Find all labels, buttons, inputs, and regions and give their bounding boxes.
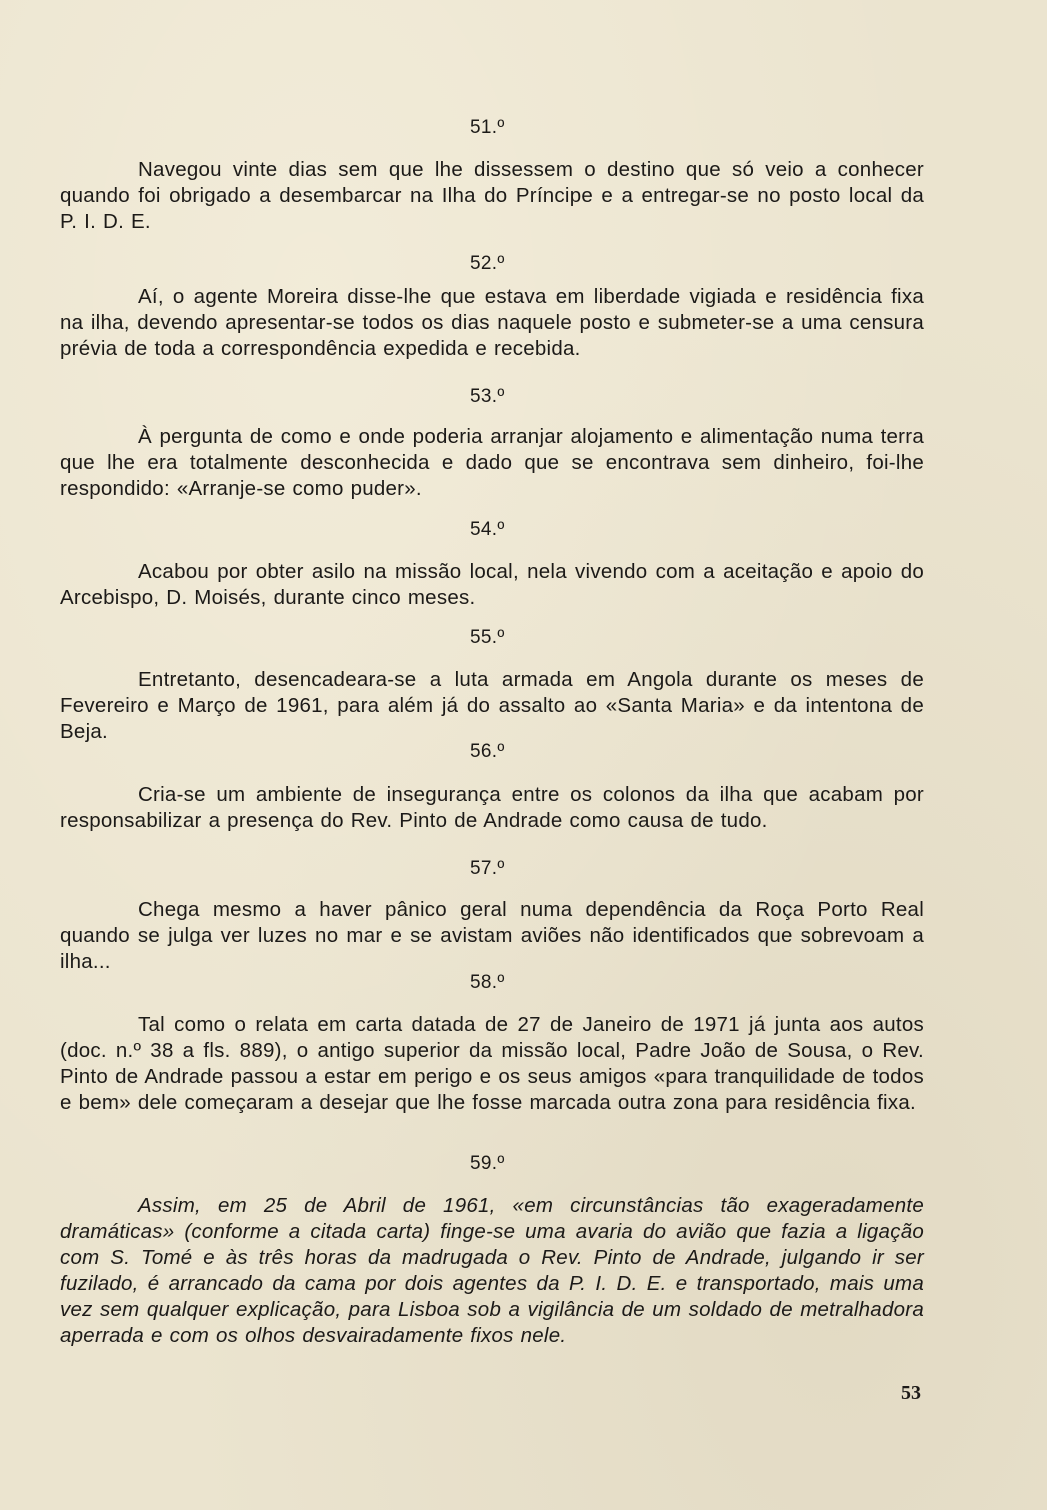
- paragraph-number-51: 51.º: [470, 117, 505, 138]
- paragraph-number-53: 53.º: [470, 386, 505, 407]
- paragraph-number-56: 56.º: [470, 741, 505, 762]
- paragraph-52: Aí, o agente Moreira disse-lhe que estava em liberdade vigiada e residência fixa na ilha, devendo apresentar-se todos os dias naquele posto e submeter-se a uma censura prévia de toda a correspondência expedida e recebida.: [60, 285, 924, 360]
- paragraph-53: À pergunta de como e onde poderia arranjar alojamento e alimentação numa terra que lhe era totalmente desconhecida e dado que se encontrava sem dinheiro, foi-lhe respondido: «Arranje-se como puder».: [60, 425, 924, 500]
- paragraph-55: Entretanto, desencadeara-se a luta armada em Angola durante os meses de Fevereiro e Março de 1961, para além já do assalto ao «Santa Maria» e da intentona de Beja.: [60, 668, 924, 743]
- paragraph-number-55: 55.º: [470, 627, 505, 648]
- paragraph-57: Chega mesmo a haver pânico geral numa dependência da Roça Porto Real quando se julga ver luzes no mar e se avistam aviões não identificados que sobrevoam a ilha...: [60, 898, 924, 973]
- paragraph-number-52: 52.º: [470, 253, 505, 274]
- page-number: 53: [901, 1382, 921, 1404]
- paragraph-54: Acabou por obter asilo na missão local, nela vivendo com a aceitação e apoio do Arcebispo, D. Moisés, durante cinco meses.: [60, 560, 924, 609]
- paragraph-number-58: 58.º: [470, 972, 505, 993]
- paragraph-59: Assim, em 25 de Abril de 1961, «em circunstâncias tão exageradamente dramáticas» (conforme a citada carta) finge-se uma avaria do avião que fazia a ligação com S. Tomé e às três horas da madrugada o Rev. Pinto de Andrade, julgando ir ser fuzilado, é arrancado da cama por dois agentes da P. I. D. E. e transportado, mais uma vez sem qualquer explicação, para Lisboa sob a vigilância de um soldado de metralhadora aperrada e com os olhos desvairadamente fixos nele.: [60, 1194, 924, 1347]
- paragraph-58: Tal como o relata em carta datada de 27 de Janeiro de 1971 já junta aos autos (doc. n.º 38 a fls. 889), o antigo superior da missão local, Padre João de Sousa, o Rev. Pinto de Andrade passou a estar em perigo e os seus amigos «para tranquilidade de todos e bem» dele começaram a desejar que lhe fosse marcada outra zona para residência fixa.: [60, 1013, 924, 1114]
- paragraph-number-59: 59.º: [470, 1153, 505, 1174]
- paragraph-number-57: 57.º: [470, 858, 505, 879]
- paragraph-51: Navegou vinte dias sem que lhe dissessem o destino que só veio a conhecer quando foi obrigado a desembarcar na Ilha do Príncipe e a entregar-se no posto local da P. I. D. E.: [60, 158, 924, 233]
- paragraph-56: Cria-se um ambiente de insegurança entre os colonos da ilha que acabam por responsabilizar a presença do Rev. Pinto de Andrade como causa de tudo.: [60, 783, 924, 832]
- paragraph-number-54: 54.º: [470, 519, 505, 540]
